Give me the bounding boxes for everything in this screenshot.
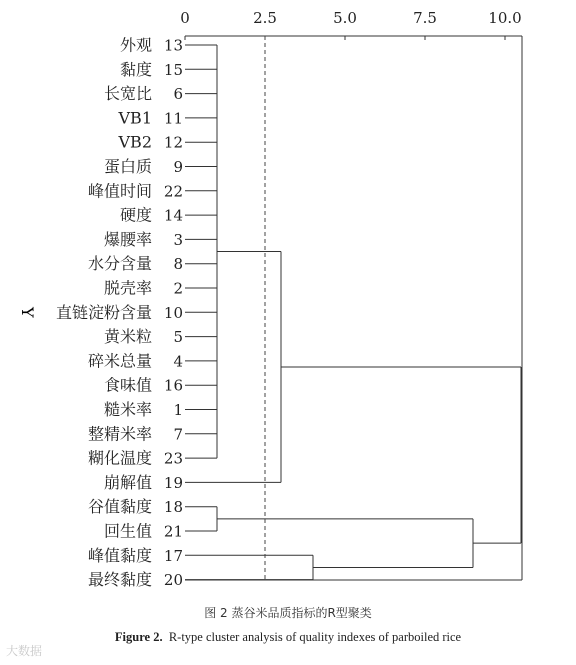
watermark: 大数据 (6, 644, 43, 658)
dendrogram-links (185, 45, 521, 580)
x-tick-label: 2.5 (253, 9, 277, 27)
leaf-name: 糊化温度 (87, 448, 152, 468)
leaf-name: VB2 (118, 132, 152, 152)
figure-caption-en (0, 630, 576, 645)
leaf-id: 4 (173, 352, 183, 371)
leaf-name: 峰值黏度 (87, 545, 152, 565)
leaf-id: 18 (163, 498, 183, 517)
leaf-id: 11 (163, 109, 183, 128)
leaf-name: 黄米粒 (103, 327, 152, 347)
leaf-name: 爆腰率 (103, 229, 152, 249)
leaf-id: 23 (163, 449, 183, 468)
leaf-id: 14 (163, 206, 183, 225)
leaf-name: 硬度 (119, 205, 152, 225)
leaf-id: 13 (163, 36, 183, 55)
leaf-id: 6 (173, 85, 183, 104)
leaf-name: 崩解值 (103, 472, 152, 492)
leaf-name: 直链淀粉含量 (55, 302, 152, 322)
leaf-name: 峰值时间 (87, 181, 152, 201)
x-tick-labels (180, 9, 521, 40)
leaf-id: 17 (163, 546, 183, 565)
leaf-id: 15 (163, 60, 183, 79)
leaf-id: 3 (173, 230, 183, 249)
leaf-name: 水分含量 (87, 254, 152, 274)
leaf-id: 8 (173, 255, 183, 274)
leaf-name: 碎米总量 (87, 351, 152, 371)
x-tick-label: 5.0 (333, 9, 357, 27)
leaf-id: 10 (163, 303, 183, 322)
leaf-name: 黏度 (119, 59, 152, 79)
leaf-name: 脱壳率 (103, 278, 152, 298)
x-tick-label: 10.0 (488, 9, 522, 27)
x-tick-label: 0 (180, 9, 190, 27)
leaf-id: 5 (173, 328, 183, 347)
figure-caption-cn: 图 2 蒸谷米品质指标的R型聚类 (204, 606, 372, 620)
leaf-id: 16 (163, 376, 183, 395)
leaf-name: 整精米率 (87, 424, 152, 444)
leaf-id: 9 (173, 158, 183, 176)
leaf-id: 21 (163, 522, 183, 541)
leaf-id: 1 (173, 401, 183, 419)
leaf-name: 糙米率 (103, 400, 152, 419)
leaf-id: 2 (173, 279, 183, 298)
leaf-id: 7 (173, 425, 183, 444)
leaf-id: 19 (163, 473, 183, 492)
leaf-labels (56, 36, 183, 590)
leaf-name: 食味值 (103, 375, 152, 395)
leaf-name: 长宽比 (103, 84, 152, 104)
leaf-name: 蛋白质 (103, 157, 152, 176)
leaf-name: VB1 (118, 108, 152, 128)
y-axis-label: Y (18, 307, 37, 318)
leaf-name: 回生值 (103, 521, 152, 541)
figure-caption-en-label: Figure 2. (114, 630, 163, 644)
leaf-id: 22 (163, 182, 183, 201)
leaf-name: 外观 (119, 35, 152, 55)
leaf-name: 最终黏度 (87, 570, 152, 590)
leaf-id: 20 (163, 571, 183, 590)
leaf-name: 谷值黏度 (87, 497, 152, 517)
leaf-id: 12 (163, 133, 183, 152)
x-tick-label: 7.5 (413, 9, 437, 27)
figure-caption-en-text: R-type cluster analysis of quality indexes of parboiled rice (168, 630, 462, 644)
plot-frame (185, 36, 522, 580)
